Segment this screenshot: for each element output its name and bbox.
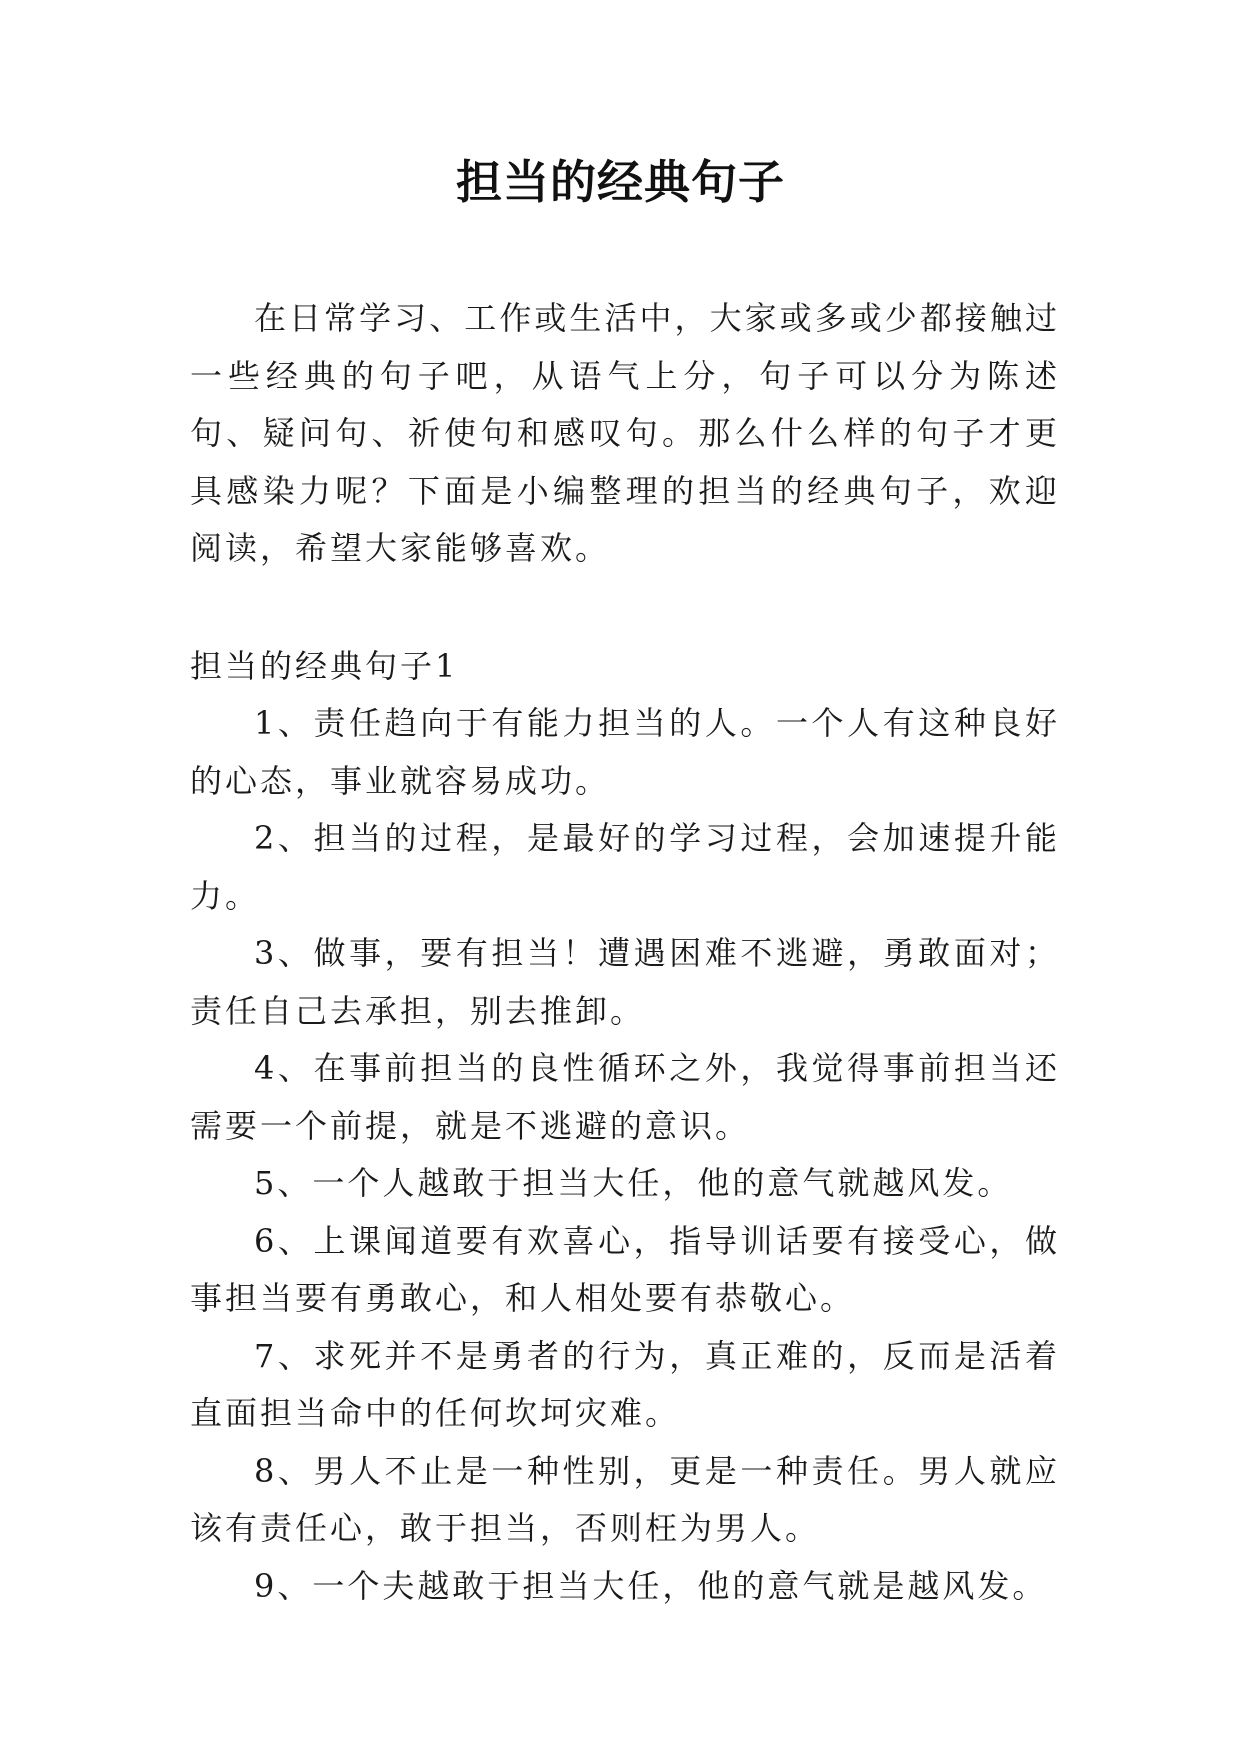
document-body [190, 290, 1060, 1615]
intro-paragraph: 在日常学习、工作或生活中，大家或多或少都接触过一些经典的句子吧，从语气上分，句子可以分为陈述句、疑问句、祈使句和感叹句。那么什么样的句子才更具感染力呢？下面是小编整理的担当的经典句子，欢迎阅读，希望大家能够喜欢。 [190, 299, 1060, 567]
quote-item-8: 8、男人不止是一种性别，更是一种责任。男人就应该有责任心，敢于担当，否则枉为男人。 [190, 1451, 1060, 1547]
document-title: 担当的经典句子 [456, 155, 785, 209]
quote-item-3: 3、做事，要有担当！遭遇困难不逃避，勇敢面对；责任自己去承担，别去推卸。 [190, 934, 1060, 1030]
quote-item-4: 4、在事前担当的良性循环之外，我觉得事前担当还需要一个前提，就是不逃避的意识。 [190, 1049, 1060, 1145]
quote-item-9: 9、一个夫越敢于担当大任，他的意气就是越风发。 [254, 1566, 1048, 1605]
quote-item-5: 5、一个人越敢于担当大任，他的意气就越风发。 [254, 1164, 1013, 1202]
section-heading: 担当的经典句子1 [190, 646, 459, 685]
quote-item-7: 7、求死并不是勇者的行为，真正难的，反而是活着直面担当命中的任何坎坷灾难。 [190, 1336, 1060, 1432]
quote-item-6: 6、上课闻道要有欢喜心，指导训话要有接受心，做事担当要有勇敢心，和人相处要有恭敬心。 [190, 1221, 1060, 1317]
quote-item-2: 2、担当的过程，是最好的学习过程，会加速提升能力。 [190, 819, 1060, 915]
quote-item-1: 1、责任趋向于有能力担当的人。一个人有这种良好的心态，事业就容易成功。 [190, 704, 1060, 800]
